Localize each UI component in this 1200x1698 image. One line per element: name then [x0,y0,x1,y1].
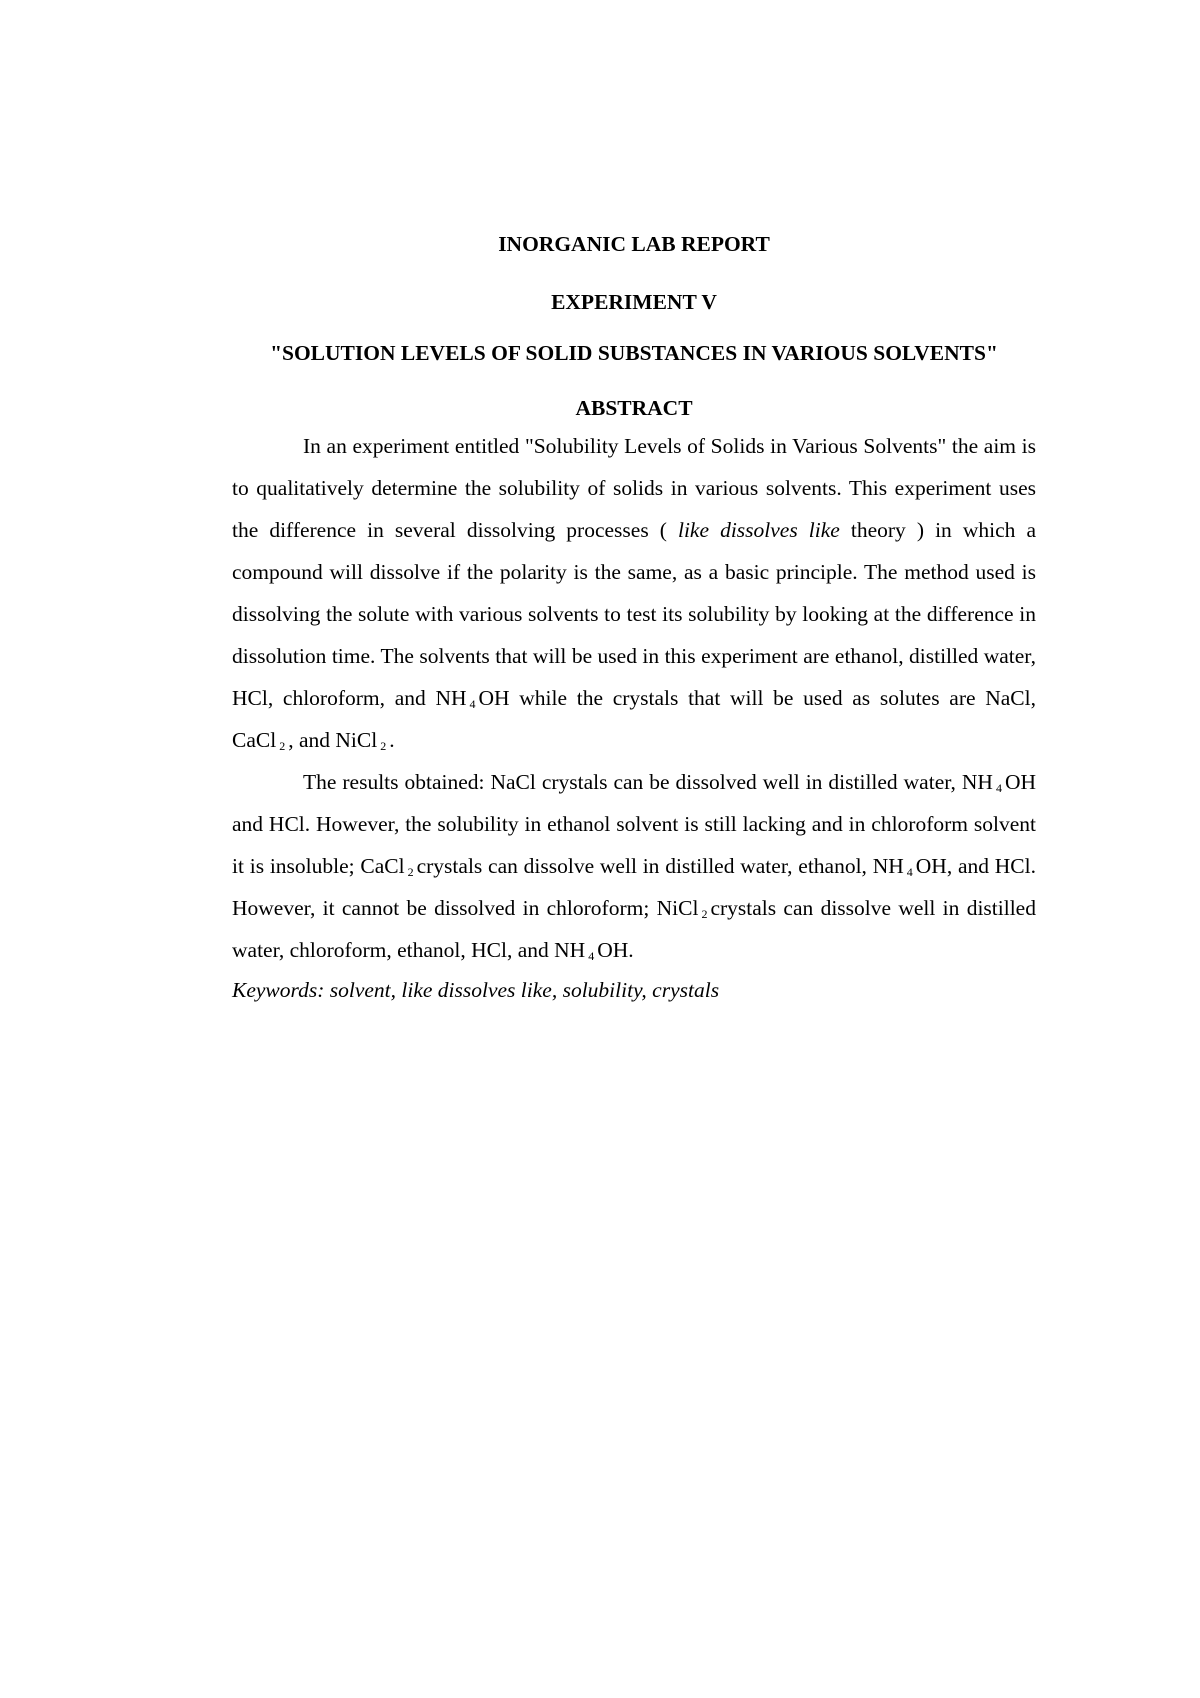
text-run: . [389,728,395,752]
subscript: 4 [995,781,1002,795]
text-run: OH, and HCl. However, it cannot be dissolved in chloroform; NiCl [232,854,1036,920]
subscript: 2 [279,739,286,753]
text-run: The results obtained: NaCl crystals can be dissolved well in distilled water, NH [303,770,993,794]
abstract-heading: ABSTRACT [575,396,693,420]
abstract-paragraph-2 [232,761,1036,971]
subscript: 2 [380,739,387,753]
text-run: , and NiCl [288,728,378,752]
experiment-subject: "SOLUTION LEVELS OF SOLID SUBSTANCES IN VARIOUS SOLVENTS" [270,341,998,365]
report-title: INORGANIC LAB REPORT [498,232,770,256]
text-run: OH while the crystals that will be used as solutes are NaCl, CaCl [232,686,1036,752]
document-page [232,232,1036,1009]
text-run: In an experiment entitled "Solubility Levels of Solids in Various Solvents" the aim is to qualitatively determine the solubility of solids in various solvents. This experiment uses the difference in several dissolving processes ( [232,434,1036,542]
subscript: 2 [701,907,708,921]
subscript: 4 [469,697,476,711]
text-run: crystals can dissolve well in distilled water, chloroform, ethanol, HCl, and NH [232,896,1036,962]
italic-term: like dissolves like [677,518,840,542]
text-run: theory ) in which a compound will dissolve if the polarity is the same, as a basic principle. The method used is dissolving the solute with various solvents to test its solubility by looking at the difference in dissolution time. The solvents that will be used in this experiment are ethanol, distilled water, HCl, chloroform, and NH [232,518,1037,710]
text-run: crystals can dissolve well in distilled water, ethanol, NH [416,854,904,878]
subscript: 4 [588,949,595,963]
keywords-line: Keywords: solvent, like dissolves like, solubility, crystals [232,978,720,1002]
text-run: OH. [597,938,634,962]
subscript: 4 [906,865,913,879]
text-run: OH and HCl. However, the solubility in ethanol solvent is still lacking and in chloroform solvent it is insoluble; CaCl [232,770,1036,878]
experiment-number: EXPERIMENT V [551,290,717,314]
abstract-paragraph-1 [232,425,1036,761]
subscript: 2 [407,865,414,879]
